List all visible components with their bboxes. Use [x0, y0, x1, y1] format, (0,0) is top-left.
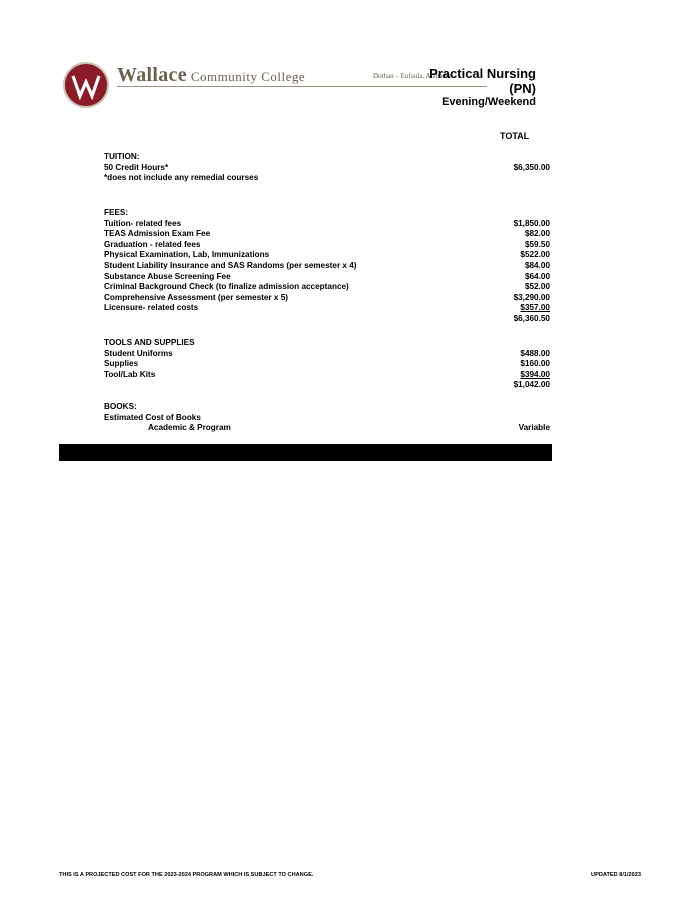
row-amount: $82.00: [524, 229, 550, 239]
logo-community-college: Community College: [190, 69, 306, 84]
total-column-header: TOTAL: [500, 131, 530, 141]
fees-title: FEES:: [104, 208, 129, 217]
row-label: Substance Abuse Screening Fee: [104, 271, 231, 281]
row-label: Graduation - related fees: [104, 239, 201, 249]
table-row: [104, 413, 550, 424]
row-label: Supplies: [104, 359, 139, 369]
row-label: Tuition- related fees: [104, 218, 182, 228]
tuition-title: TUITION:: [104, 152, 140, 161]
table-row: [104, 349, 550, 360]
logo-tagline: Dothan – Eufaula, Alabama: [373, 72, 451, 80]
subtotal-row: [104, 314, 550, 325]
logo-emblem: [63, 62, 109, 108]
row-label: Estimated Cost of Books: [104, 412, 201, 422]
fees-section: [104, 208, 550, 325]
row-amount: $160.00: [520, 359, 550, 369]
table-row: [104, 240, 550, 251]
row-amount: $488.00: [520, 348, 550, 358]
logo-word-allace: allace: [136, 64, 187, 86]
table-row: [104, 293, 550, 304]
row-amount: Variable: [518, 423, 550, 433]
books-title: BOOKS:: [104, 402, 137, 411]
row-label: Criminal Background Check (to finalize admission acceptance): [104, 282, 349, 292]
row-label: TEAS Admission Exam Fee: [104, 229, 211, 239]
row-label: *does not include any remedial courses: [104, 173, 259, 183]
row-amount: $1,850.00: [513, 218, 550, 228]
fees-subtotal: $6,360.50: [513, 313, 550, 323]
row-label: Student Liability Insurance and SAS Randoms (per semester x 4): [104, 260, 357, 270]
table-row: [104, 163, 550, 174]
w-monogram-icon: [65, 64, 107, 106]
table-row: [104, 423, 550, 434]
row-label: Tool/Lab Kits: [104, 369, 156, 379]
logo-letter-w: W: [117, 64, 137, 86]
row-amount: $84.00: [524, 260, 550, 270]
college-logo: [63, 60, 451, 106]
row-amount: $6,350.00: [513, 162, 550, 172]
row-amount: $59.50: [524, 239, 550, 249]
row-label: Academic & Program: [148, 423, 231, 433]
program-title: [429, 66, 536, 110]
footer-updated-date: UPDATED 8/1/2023: [591, 872, 641, 878]
table-row: [104, 359, 550, 370]
tuition-section: [104, 152, 550, 184]
row-label: Comprehensive Assessment (per semester x 5): [104, 292, 288, 302]
table-row: [104, 272, 550, 283]
tools-section: [104, 338, 550, 391]
table-row: [104, 173, 550, 184]
table-row: [104, 219, 550, 230]
table-row: [104, 229, 550, 240]
books-section: [104, 402, 550, 434]
table-row: [104, 370, 550, 381]
row-label: Student Uniforms: [104, 348, 173, 358]
table-row: [104, 282, 550, 293]
row-amount: $357.00: [520, 303, 550, 313]
program-title-line2: (PN): [509, 81, 536, 96]
program-title-line1: Practical Nursing: [429, 66, 536, 81]
row-label: Licensure- related costs: [104, 303, 199, 313]
table-row: [104, 261, 550, 272]
tools-title: TOOLS AND SUPPLIES: [104, 338, 195, 347]
row-amount: $394.00: [520, 369, 550, 379]
tools-subtotal: $1,042.00: [513, 380, 550, 390]
row-label: 50 Credit Hours*: [104, 162, 169, 172]
footer-disclaimer: THIS IS A PROJECTED COST FOR THE 2023-2024 PROGRAM WHICH IS SUBJECT TO CHANGE.: [59, 872, 314, 878]
row-amount: $52.00: [524, 282, 550, 292]
row-amount: $3,290.00: [513, 292, 550, 302]
black-divider-bar: [59, 444, 552, 461]
row-amount: $64.00: [524, 271, 550, 281]
subtotal-row: [104, 380, 550, 391]
row-amount: $522.00: [520, 250, 550, 260]
program-title-line3: Evening/Weekend: [442, 96, 536, 108]
table-row: [104, 250, 550, 261]
table-row: [104, 303, 550, 314]
row-label: Physical Examination, Lab, Immunizations: [104, 250, 270, 260]
logo-wordmark: [117, 64, 305, 87]
